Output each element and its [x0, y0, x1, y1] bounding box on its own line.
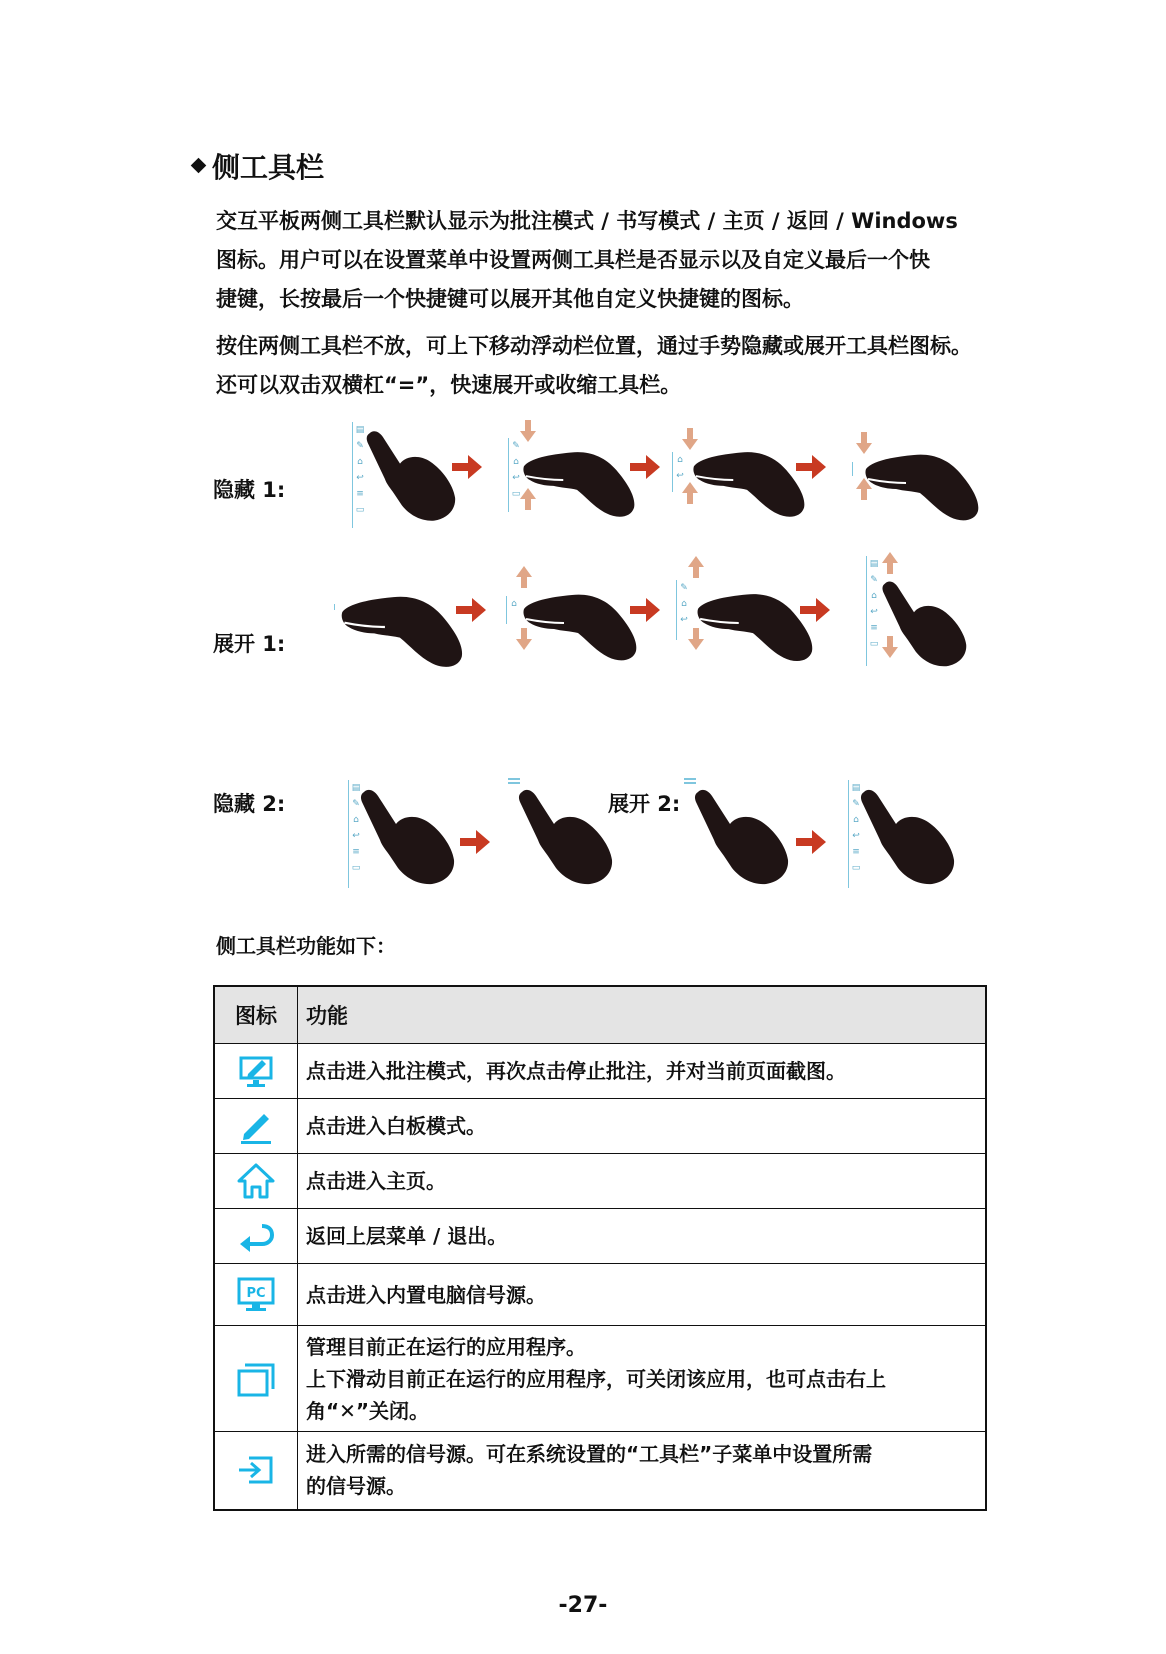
intro-paragraph-2 — [216, 327, 996, 405]
annotate-screen-icon — [236, 1051, 276, 1091]
table-caption: 侧工具栏功能如下： — [216, 934, 396, 958]
text-line: 点击进入主页。 — [306, 1169, 446, 1193]
text-line: 返回上层菜单 / 退出。 — [306, 1224, 508, 1248]
pen-icon — [236, 1106, 276, 1146]
pointing-hand-icon — [356, 776, 456, 896]
right-arrow-icon — [630, 455, 660, 479]
right-arrow-icon — [630, 598, 660, 622]
pointing-hand-icon — [690, 776, 790, 896]
text-line: 管理目前正在运行的应用程序。 — [306, 1334, 586, 1359]
side-toolbar-icon: ✎ ⌂ ↩ ▭ — [508, 438, 523, 512]
pointing-hand-icon — [514, 776, 614, 896]
table-row — [214, 1209, 986, 1264]
up-arrow-icon — [688, 556, 704, 578]
function-description — [298, 1154, 987, 1209]
text-line: 按住两侧工具栏不放，可上下移动浮动栏位置，通过手势隐藏或展开工具栏图标。 — [216, 334, 972, 358]
down-arrow-icon — [520, 420, 536, 442]
back-arrow-icon — [236, 1220, 276, 1252]
pinching-hand-icon — [520, 580, 640, 666]
text-line: 点击进入批注模式，再次点击停止批注，并对当前页面截图。 — [306, 1059, 846, 1083]
table-row — [214, 1264, 986, 1326]
pointing-hand-icon — [362, 425, 457, 525]
pointing-hand-icon — [856, 776, 956, 896]
pinching-hand-icon — [690, 440, 808, 520]
text-line: 还可以双击双横杠“=”，快速展开或收缩工具栏。 — [216, 373, 682, 397]
pinching-hand-icon — [520, 440, 638, 520]
icon-cell — [214, 1044, 298, 1099]
text-line: 交互平板两侧工具栏默认显示为批注模式 / 书写模式 / 主页 / 返回 / Windows — [216, 209, 958, 233]
right-arrow-icon — [796, 455, 826, 479]
text-line: 上下滑动目前正在运行的应用程序，可关闭该应用，也可点击右上 — [306, 1366, 886, 1391]
gesture-label-hide-1: 隐藏 1: — [213, 478, 286, 502]
text-line: 图标。用户可以在设置菜单中设置两侧工具栏是否显示以及自定义最后一个快 — [216, 248, 930, 272]
table-header-row — [214, 986, 986, 1044]
icon-cell — [214, 1209, 298, 1264]
pinching-hand-icon — [694, 580, 816, 666]
text-line: 点击进入内置电脑信号源。 — [306, 1282, 546, 1307]
diamond-bullet-icon — [191, 158, 207, 174]
table-row — [214, 1044, 986, 1099]
up-arrow-icon — [882, 552, 898, 574]
input-source-icon — [235, 1450, 277, 1490]
text-line: 的信号源。 — [306, 1474, 406, 1499]
text-line: 点击进入白板模式。 — [306, 1114, 486, 1138]
section-title: 侧工具栏 — [193, 150, 324, 186]
pinching-hand-icon — [338, 584, 466, 670]
gesture-label-expand-1: 展开 1: — [213, 632, 286, 656]
intro-paragraph-1 — [216, 202, 996, 319]
home-icon — [236, 1161, 276, 1201]
icon-cell — [214, 1154, 298, 1209]
right-arrow-icon — [452, 455, 482, 479]
table-row — [214, 1154, 986, 1209]
svg-text:PC: PC — [246, 1285, 266, 1301]
side-toolbar-icon: ▤ ✎ ⌂ ↩ ≡ ▭ — [352, 422, 367, 528]
pc-monitor-icon — [236, 1275, 276, 1315]
right-arrow-icon — [796, 830, 826, 854]
function-description — [298, 1209, 987, 1264]
function-description — [298, 1099, 987, 1154]
text-line: 角“✕”关闭。 — [306, 1398, 430, 1423]
side-toolbar-icon: ✎ ⌂ ↩ — [676, 580, 691, 640]
page-number: -27- — [558, 1593, 608, 1618]
table-row — [214, 1326, 986, 1432]
gesture-label-expand-2: 展开 2: — [608, 792, 681, 816]
text-line: 进入所需的信号源。可在系统设置的“工具栏”子菜单中设置所需 — [306, 1442, 873, 1467]
icon-cell — [214, 1432, 298, 1510]
side-toolbar-icon: ⌂ — [506, 596, 521, 624]
windows-stack-icon — [235, 1359, 277, 1399]
table-row — [214, 1099, 986, 1154]
table-row — [214, 1432, 986, 1510]
function-description — [298, 1264, 987, 1326]
text-line: 捷键，长按最后一个快捷键可以展开其他自定义快捷键的图标。 — [216, 287, 804, 311]
icon-cell — [214, 1326, 298, 1432]
function-description — [298, 1432, 987, 1510]
right-arrow-icon — [456, 598, 486, 622]
function-description — [298, 1326, 987, 1432]
pinching-hand-icon — [862, 443, 982, 523]
header-icon: 图标 — [214, 986, 298, 1044]
side-toolbar-icon: ▤ ✎ ⌂ ↩ ≡ ▭ — [348, 780, 363, 888]
side-toolbar-icon: ⌂ ↩ — [672, 452, 687, 492]
header-function: 功能 — [298, 986, 987, 1044]
right-arrow-icon — [800, 598, 830, 622]
side-toolbar-icon: ▤ ✎ ⌂ ↩ ≡ ▭ — [848, 780, 863, 888]
icon-cell — [214, 1099, 298, 1154]
icon-cell — [214, 1264, 298, 1326]
pointing-hand-icon — [878, 576, 968, 670]
side-toolbar-icon: ▤ ✎ ⌂ ↩ ≡ ▭ — [866, 556, 881, 666]
gesture-label-hide-2: 隐藏 2: — [213, 792, 286, 816]
function-description — [298, 1044, 987, 1099]
right-arrow-icon — [460, 830, 490, 854]
side-toolbar-function-table — [213, 985, 987, 1511]
